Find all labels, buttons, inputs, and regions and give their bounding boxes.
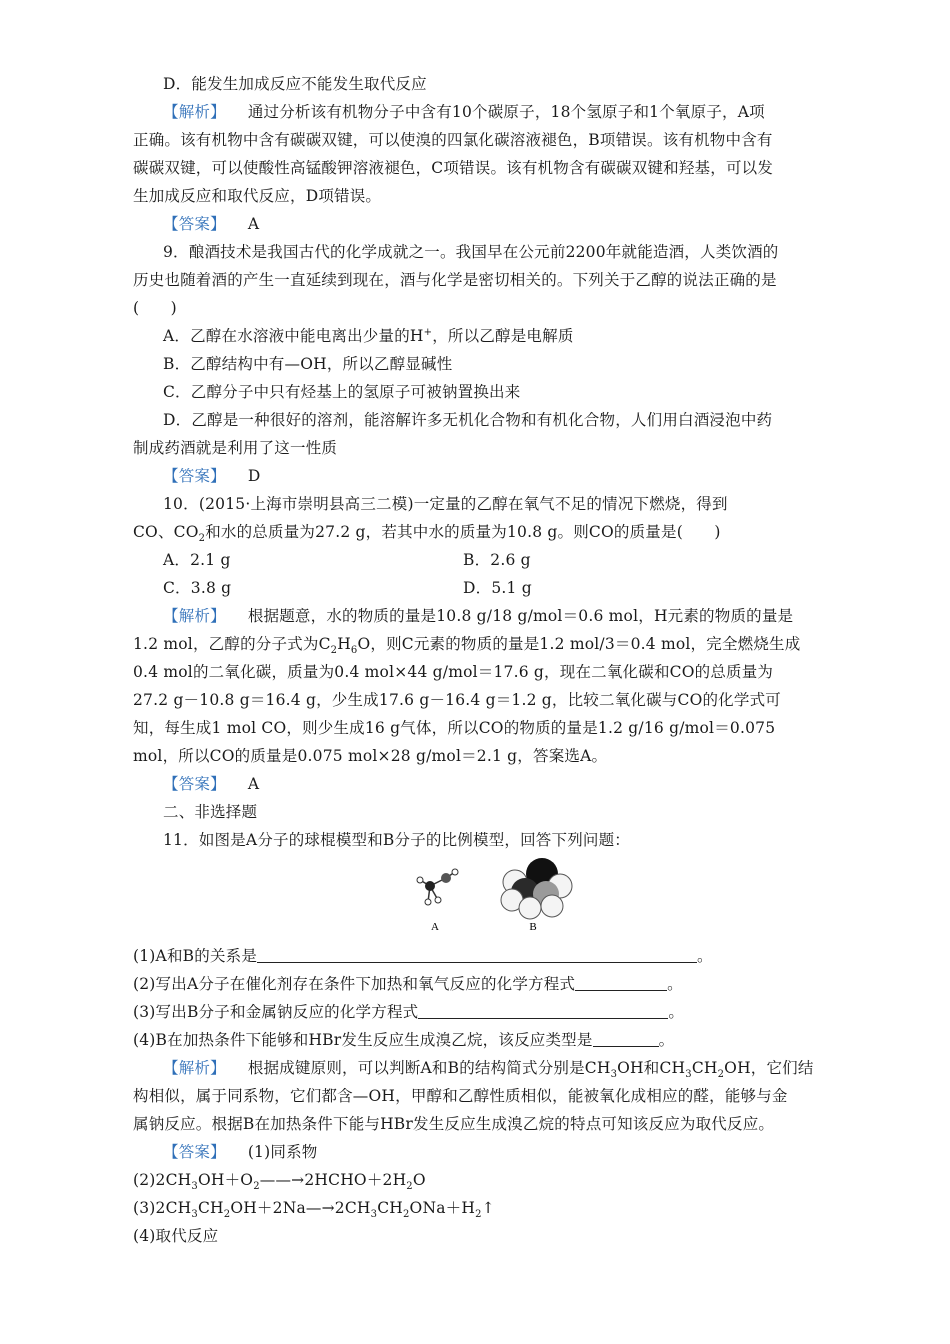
q10-option-d: D．5.1 g — [463, 579, 532, 597]
q8-analysis-line: 碳碳双键，可以使酸性高锰酸钾溶液褪色，C项错误。该有机物含有碳碳双键和羟基，可以发 — [133, 159, 774, 177]
q10-stem-line: CO、$CO_2$和水的总质量为27.2 g，若其中水的质量为10.8 g。则CO的质量是( ) — [133, 523, 721, 545]
q10-answer: 【答案】 A — [163, 775, 260, 793]
answer-blank[interactable] — [575, 974, 667, 991]
q11-sub3: (3)写出B分子和金属钠反应的化学方程式 。 — [133, 1003, 685, 1021]
q8-analysis-line: 【解析】 通过分析该有机物分子中含有10个碳原子，18个氢原子和1个氧原子，A项 — [163, 103, 765, 121]
q11-sub2: (2)写出A分子在催化剂存在条件下加热和氧气反应的化学方程式 。 — [133, 975, 683, 993]
figure-label-b: B — [529, 921, 537, 933]
q11-analysis-line: 构相似，属于同系物，它们都含—OH，甲醇和乙醇性质相似，能被氧化成相应的醛，能够与金 — [133, 1087, 788, 1105]
q10-options-row — [163, 546, 853, 574]
q11-answer: 【答案】 (1)同系物 — [163, 1143, 318, 1161]
q11-answer-4: (4)取代反应 — [133, 1227, 219, 1245]
molecule-models-figure — [400, 856, 600, 936]
q11-sub4: (4)B在加热条件下能够和HBr发生反应生成溴乙烷，该反应类型是 。 — [133, 1031, 675, 1049]
q9-option-d: D．乙醇是一种很好的溶剂，能溶解许多无机化合物和有机化合物，人们用白酒浸泡中药 — [163, 411, 773, 429]
q10-stem-line: 10．(2015·上海市崇明县高三二模)一定量的乙醇在氧气不足的情况下燃烧，得到 — [163, 495, 728, 513]
q8-option-d: D．能发生加成反应不能发生取代反应 — [163, 75, 427, 93]
analysis-tag: 【解析】 — [163, 1059, 226, 1077]
q9-option-d-cont: 制成药酒就是利用了这一性质 — [133, 439, 338, 457]
section-heading: 二、非选择题 — [163, 803, 258, 821]
q11-sub1: (1)A和B的关系是 。 — [133, 947, 713, 965]
answer-tag: 【答案】 — [163, 775, 226, 793]
space-filling-model-icon — [501, 858, 572, 919]
q10-analysis-line: 27.2 g－10.8 g＝16.4 g，少生成17.6 g－16.4 g＝1.2 g，比较二氧化碳与CO的化学式可 — [133, 691, 781, 709]
q10-analysis-line: 【解析】 根据题意，水的物质的量是10.8 g/18 g/mol＝0.6 mol，H元素的物质的量是 — [163, 607, 794, 625]
q11-answer-equation-3: $(3)2CH_3CH_2OH+2Na—\to 2CH_3CH_2ONa+H_2↑$ — [133, 1199, 495, 1221]
answer-blank[interactable] — [418, 1002, 668, 1019]
q11-analysis-line: 【解析】 根据成键原则，可以判断A和B的结构简式分别是$CH_3OH$和$CH_3CH_2OH$，它们结 — [163, 1059, 814, 1081]
answer-tag: 【答案】 — [163, 215, 226, 233]
q11-stem: 11．如图是A分子的球棍模型和B分子的比例模型，回答下列问题： — [163, 831, 631, 849]
analysis-tag: 【解析】 — [163, 607, 226, 625]
q10-analysis-line: mol，所以CO的质量是0.075 mol×28 g/mol＝2.1 g，答案选A。 — [133, 747, 608, 765]
q10-analysis-line: 0.4 mol的二氧化碳，质量为0.4 mol×44 g/mol＝17.6 g，现在二氧化碳和CO的总质量为 — [133, 663, 774, 681]
q11-answer-equation-2: $(2)2CH_3OH+O_2——\to 2HCHO+2H_2O$ — [133, 1171, 426, 1193]
q10-option-a: A．2.1 g — [163, 551, 231, 569]
q9-option-b: B．乙醇结构中有—OH，所以乙醇显碱性 — [163, 355, 453, 373]
answer-tag: 【答案】 — [163, 467, 226, 485]
figure-label-a: A — [431, 921, 439, 933]
analysis-tag: 【解析】 — [163, 103, 226, 121]
q8-analysis-line: 生加成反应和取代反应，D项错误。 — [133, 187, 382, 205]
ball-and-stick-model-icon — [417, 869, 458, 905]
q10-option-c: C．3.8 g — [163, 579, 232, 597]
answer-blank[interactable] — [257, 946, 697, 963]
q9-option-a: A．乙醇在水溶液中能电离出少量的H+，所以乙醇是电解质 — [163, 326, 574, 345]
q9-stem-line: ( ) — [133, 299, 177, 317]
q8-analysis-line: 正确。该有机物中含有碳碳双键，可以使溴的四氯化碳溶液褪色，B项错误。该有机物中含有 — [133, 131, 773, 149]
q10-analysis-line: 1.2 mol，乙醇的分子式为$C_2H_6O$，则C元素的物质的量是1.2 mol/3＝0.4 mol，完全燃烧生成 — [133, 635, 801, 657]
answer-blank[interactable] — [593, 1030, 659, 1047]
q9-stem-line: 历史也随着酒的产生一直延续到现在，酒与化学是密切相关的。下列关于乙醇的说法正确的是 — [133, 271, 777, 289]
q11-analysis-line: 属钠反应。根据B在加热条件下能与HBr发生反应生成溴乙烷的特点可知该反应为取代反应。 — [133, 1115, 775, 1133]
q9-option-c: C．乙醇分子中只有烃基上的氢原子可被钠置换出来 — [163, 383, 521, 401]
q9-answer: 【答案】 D — [163, 467, 261, 485]
q10-analysis-line: 知，每生成1 mol CO，则少生成16 g气体，所以CO的物质的量是1.2 g/16 g/mol＝0.075 — [133, 719, 776, 737]
q10-option-b: B．2.6 g — [463, 551, 531, 569]
answer-tag: 【答案】 — [163, 1143, 226, 1161]
q9-stem-line: 9．酿酒技术是我国古代的化学成就之一。我国早在公元前2200年就能造酒，人类饮酒的 — [163, 243, 779, 261]
q10-options-row — [163, 574, 853, 602]
q8-answer: 【答案】 A — [163, 215, 260, 233]
